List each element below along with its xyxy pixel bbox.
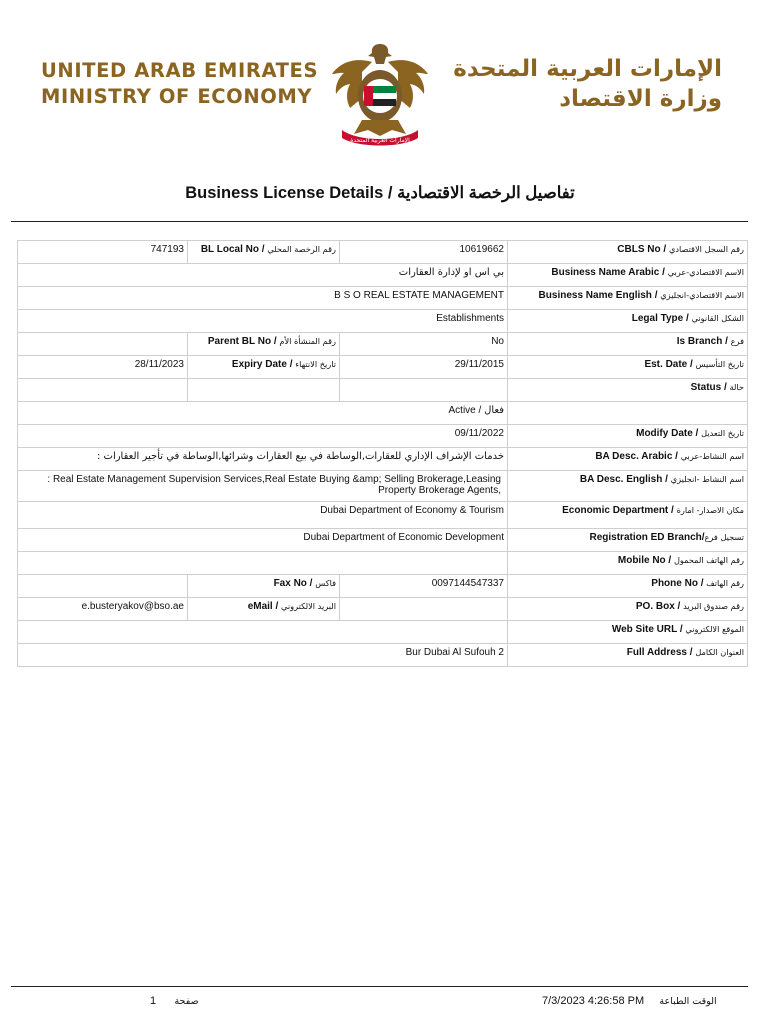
po-box-value <box>340 598 508 621</box>
label-en: PO. Box / <box>635 601 684 612</box>
table-row <box>18 333 748 356</box>
email-label <box>188 598 340 621</box>
label-ar: الاسم الاقتصادي-عربي <box>667 267 744 277</box>
label-en: Est. Date / <box>644 359 696 370</box>
table-row <box>18 356 748 379</box>
full-address-label <box>508 644 748 667</box>
ba-desc-english-label <box>508 471 748 502</box>
business-name-english-label <box>508 287 748 310</box>
table-row <box>18 241 748 264</box>
est-date-value: 29/11/2015 <box>340 356 508 379</box>
label-en: Status / <box>690 382 730 393</box>
label-en: Economic Department / <box>562 505 677 516</box>
label-ar: تاريخ الانتهاء <box>295 359 336 369</box>
label-en: Mobile No / <box>617 555 674 566</box>
print-time: 7/3/2023 4:26:58 PM <box>542 995 645 1007</box>
table-row <box>18 448 748 471</box>
bl-local-no-label <box>188 241 340 264</box>
label-en: Phone No / <box>651 578 707 589</box>
org-ar-line2: وزارة الاقتصاد <box>559 86 722 112</box>
business-name-english-value: B S O REAL ESTATE MANAGEMENT <box>18 287 508 310</box>
label-en: Expiry Date / <box>231 359 296 370</box>
fax-no-label <box>188 575 340 598</box>
parent-bl-no-value <box>18 333 188 356</box>
label-ar: فاكس <box>315 578 336 588</box>
table-row <box>18 529 748 552</box>
economic-department-label <box>508 502 748 529</box>
est-date-label <box>508 356 748 379</box>
cbls-no-label <box>508 241 748 264</box>
modify-date-placeholder <box>508 402 748 425</box>
status-label <box>508 379 748 402</box>
page-label-ar: صفحة <box>174 996 199 1007</box>
top-divider <box>11 221 748 222</box>
label-en: Fax No / <box>273 578 316 589</box>
fax-no-value <box>18 575 188 598</box>
org-en-line2: MINISTRY OF ECONOMY <box>41 85 313 108</box>
table-row <box>18 287 748 310</box>
label-ar: البريد الالكتروني <box>281 601 336 611</box>
label-en: Parent BL No / <box>207 336 280 347</box>
label-en: Business Name English / <box>538 290 661 301</box>
table-row <box>18 264 748 287</box>
ba-desc-arabic-label <box>508 448 748 471</box>
org-en-line1: UNITED ARAB EMIRATES <box>41 59 319 82</box>
label-ar: رقم صندوق البريد <box>683 601 744 611</box>
label-en: Registration ED Branch/ <box>589 532 705 543</box>
label-ar: الموقع الالكتروني <box>685 624 744 634</box>
business-name-arabic-label <box>508 264 748 287</box>
parent-bl-no-label <box>188 333 340 356</box>
bl-local-no-value: 747193 <box>18 241 188 264</box>
label-ar: الاسم الاقتصادي-انجليزي <box>660 290 744 300</box>
label-en: Modify Date / <box>636 428 702 439</box>
table-row <box>18 502 748 529</box>
status-value: Active / فعال <box>18 402 508 425</box>
label-ar: اسم النشاط-عربي <box>680 451 744 461</box>
emblem-ribbon-text: الإمارات العربية المتحدة <box>350 137 410 144</box>
label-en: eMail / <box>247 601 282 612</box>
label-ar: العنوان الكامل <box>695 647 744 657</box>
table-row <box>18 575 748 598</box>
label-ar: رقم الهاتف <box>706 578 744 588</box>
website-url-value <box>18 621 508 644</box>
print-time-label-ar: الوقت الطباعة <box>659 996 717 1007</box>
mobile-no-value <box>18 552 508 575</box>
ba-desc-english-value: : Real Estate Management Supervision Services,Real Estate Buying &amp; Selling Brokerage,Leasing Property Brokerage Agents, <box>18 471 508 502</box>
label-en: Full Address / <box>626 647 696 658</box>
table-row <box>18 310 748 333</box>
expiry-date-value: 28/11/2023 <box>18 356 188 379</box>
label-ar: مكان الاصدار- امارة <box>676 505 744 515</box>
ba-desc-arabic-value: خدمات الإشراف الإداري للعقارات,الوساطة في بيع العقارات وشرائها,الوساطة في تأجير العقارات : <box>18 448 508 471</box>
phone-no-value: 0097144547337 <box>340 575 508 598</box>
expiry-date-label <box>188 356 340 379</box>
label-en: Legal Type / <box>631 313 692 324</box>
empty-cell <box>18 379 188 402</box>
registration-ed-branch-label <box>508 529 748 552</box>
label-ar: رقم الهاتف المحمول <box>673 555 744 565</box>
email-value: e.busteryakov@bso.ae <box>18 598 188 621</box>
economic-department-value: Dubai Department of Economy & Tourism <box>18 502 508 529</box>
label-ar: تاريخ التعديل <box>701 428 744 438</box>
label-ar: تسجيل فرع <box>704 532 744 542</box>
label-en: Is Branch / <box>676 336 731 347</box>
print-time-footer <box>542 995 717 1007</box>
mobile-no-label <box>508 552 748 575</box>
table-row <box>18 402 748 425</box>
po-box-label <box>508 598 748 621</box>
is-branch-label <box>508 333 748 356</box>
label-ar: فرع <box>730 336 744 346</box>
label-en: Web Site URL / <box>611 624 686 635</box>
label-ar: رقم الرخصة المحلي <box>267 244 336 254</box>
legal-type-label <box>508 310 748 333</box>
label-ar: رقم المنشأة الأم <box>279 336 336 346</box>
label-en: CBLS No / <box>617 244 669 255</box>
is-branch-value: No <box>340 333 508 356</box>
table-row <box>18 552 748 575</box>
table-row <box>18 425 748 448</box>
legal-type-value: Establishments <box>18 310 508 333</box>
page-number-footer <box>150 995 199 1007</box>
label-ar: الشكل القانوني <box>691 313 744 323</box>
empty-cell <box>188 379 340 402</box>
website-url-label <box>508 621 748 644</box>
label-ar: اسم النشاط -انجليزي <box>670 474 744 484</box>
label-en: BA Desc. English / <box>579 474 671 485</box>
label-ar: تاريخ التأسيس <box>695 359 744 369</box>
label-en: Business Name Arabic / <box>551 267 668 278</box>
cbls-no-value: 10619662 <box>340 241 508 264</box>
table-row <box>18 379 748 402</box>
bottom-divider <box>11 986 748 987</box>
license-details-table <box>17 240 748 667</box>
ministry-name-en <box>41 58 318 110</box>
label-en: BL Local No / <box>200 244 268 255</box>
page-title: Business License Details / تفاصيل الرخصة الاقتصادية <box>185 184 575 202</box>
table-row <box>18 644 748 667</box>
label-ar: حالة <box>729 382 744 392</box>
modify-date-label <box>508 425 748 448</box>
registration-ed-branch-value: Dubai Department of Economic Development <box>18 529 508 552</box>
table-row <box>18 621 748 644</box>
page-number: 1 <box>150 995 157 1007</box>
business-name-arabic-value: بي اس او لإدارة العقارات <box>18 264 508 287</box>
empty-cell <box>340 379 508 402</box>
table-row <box>18 598 748 621</box>
phone-no-label <box>508 575 748 598</box>
uae-emblem-falcon-icon <box>328 38 432 146</box>
full-address-value: Bur Dubai Al Sufouh 2 <box>18 644 508 667</box>
label-ar: رقم السجل الاقتصادي <box>668 244 744 254</box>
table-row <box>18 471 748 502</box>
ministry-name-ar <box>453 54 722 114</box>
label-en: BA Desc. Arabic / <box>595 451 681 462</box>
org-ar-line1: الإمارات العربية المتحدة <box>453 56 722 82</box>
modify-date-value: 09/11/2022 <box>18 425 508 448</box>
